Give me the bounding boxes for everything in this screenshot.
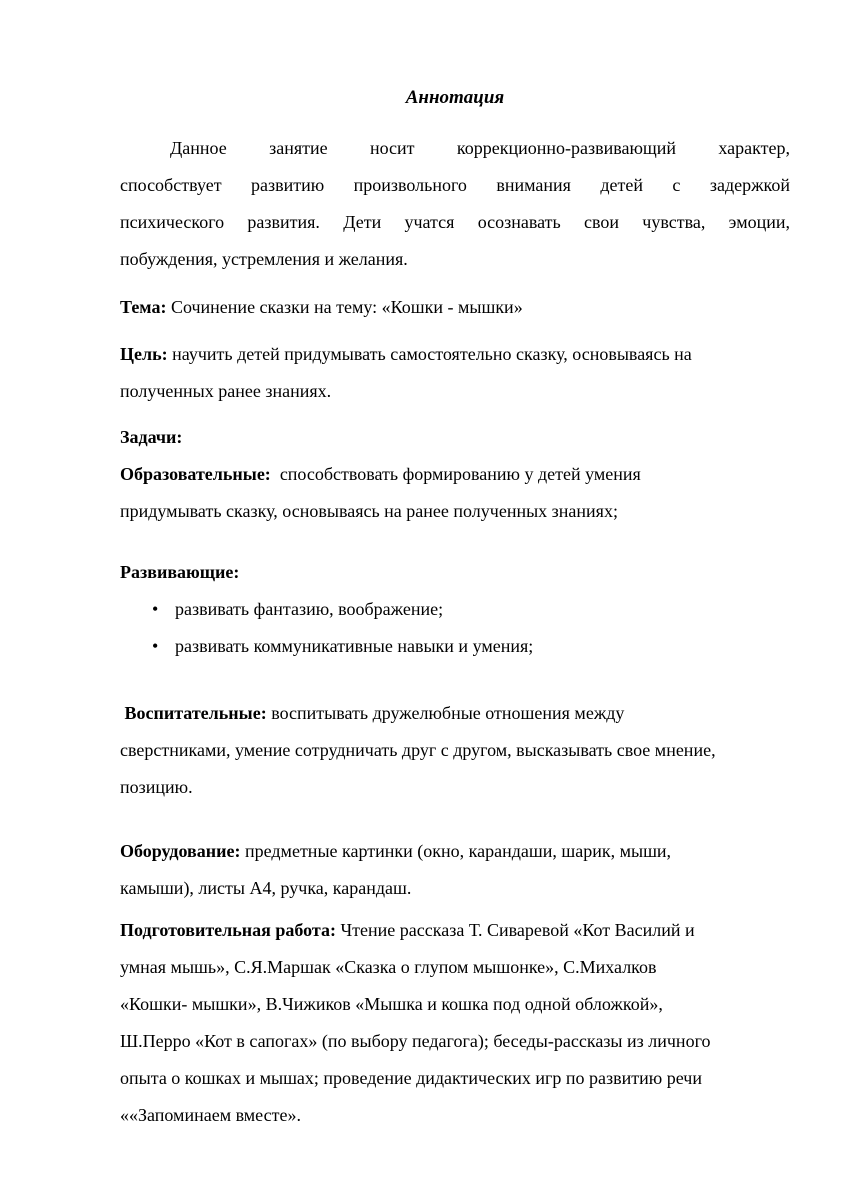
paragraph-line (120, 289, 790, 326)
paragraph-line: позицию. (120, 777, 193, 797)
paragraph-label: Подготовительная работа: (120, 920, 336, 940)
paragraph-line: ««Запоминаем вместе». (120, 1105, 301, 1125)
bullet-icon: • (152, 636, 159, 656)
bullet-item-text: развивать коммуникативные навыки и умения; (175, 636, 534, 656)
paragraph (120, 336, 790, 410)
document-body (120, 86, 790, 1134)
paragraph-line: полученных ранее знаниях. (120, 381, 332, 401)
paragraph-line (120, 456, 790, 493)
paragraph-line: «Кошки- мышки», В.Чижиков «Мышка и кошка под одной обложкой», (120, 994, 663, 1014)
bullet-list (120, 591, 790, 665)
bullet-icon: • (152, 599, 159, 619)
paragraph-line (120, 833, 790, 870)
paragraph-label: Оборудование: (120, 841, 241, 861)
document-title: Аннотация (405, 87, 505, 108)
bullet-item-text: развивать фантазию, воображение; (175, 599, 444, 619)
paragraph-line: психического развития. Дети учатся осознавать свои чувства, эмоции, (120, 212, 790, 232)
paragraph-line: сверстниками, умение сотрудничать друг с другом, высказывать свое мнение, (120, 740, 716, 760)
paragraph-line: придумывать сказку, основываясь на ранее полученных знаниях; (120, 501, 618, 521)
paragraph-label: Развивающие: (120, 562, 240, 582)
paragraph-text: Сочинение сказки на тему: «Кошки - мышки» (166, 297, 523, 317)
paragraph-text: способствовать формированию у детей умения (270, 464, 641, 484)
paragraph-line: Ш.Перро «Кот в сапогах» (по выбору педагога); беседы-рассказы из личного (120, 1031, 711, 1051)
bullet-item (120, 591, 790, 628)
paragraph (120, 554, 790, 591)
paragraph (120, 833, 790, 907)
paragraph-line (120, 336, 790, 373)
paragraph-line: опыта о кошках и мышах; проведение дидактических игр по развитию речи (120, 1068, 702, 1088)
paragraph (120, 695, 790, 806)
paragraph-label: Образовательные: (120, 464, 271, 484)
paragraph-label: Задачи: (120, 427, 183, 447)
paragraph-line (120, 419, 790, 456)
paragraph-line: способствует развитию произвольного внимания детей с задержкой (120, 175, 790, 195)
paragraph-label: Тема: (120, 297, 167, 317)
paragraph-label: Воспитательные: (120, 703, 267, 723)
paragraph-line: Данное занятие носит коррекционно-развивающий характер, (170, 138, 790, 158)
paragraph (120, 912, 790, 1134)
paragraph (120, 289, 790, 326)
paragraph-line (120, 912, 790, 949)
paragraph (120, 456, 790, 530)
paragraph (120, 419, 790, 456)
paragraph-line: побуждения, устремления и желания. (120, 249, 408, 269)
paragraph-label: Цель: (120, 344, 168, 364)
paragraph-line: умная мышь», С.Я.Маршак «Сказка о глупом мышонке», С.Михалков (120, 957, 657, 977)
paragraph-text: Чтение рассказа Т. Сиваревой «Кот Василий и (335, 920, 695, 940)
paragraph-text: предметные картинки (окно, карандаши, шарик, мыши, (240, 841, 672, 861)
paragraph-line: камыши), листы А4, ручка, карандаш. (120, 878, 412, 898)
paragraph-line (120, 554, 790, 591)
paragraph-text: научить детей придумывать самостоятельно сказку, основываясь на (167, 344, 692, 364)
bullet-item (120, 628, 790, 665)
paragraph-text: воспитывать дружелюбные отношения между (266, 703, 625, 723)
paragraph (120, 130, 790, 278)
paragraph-line (120, 695, 790, 732)
